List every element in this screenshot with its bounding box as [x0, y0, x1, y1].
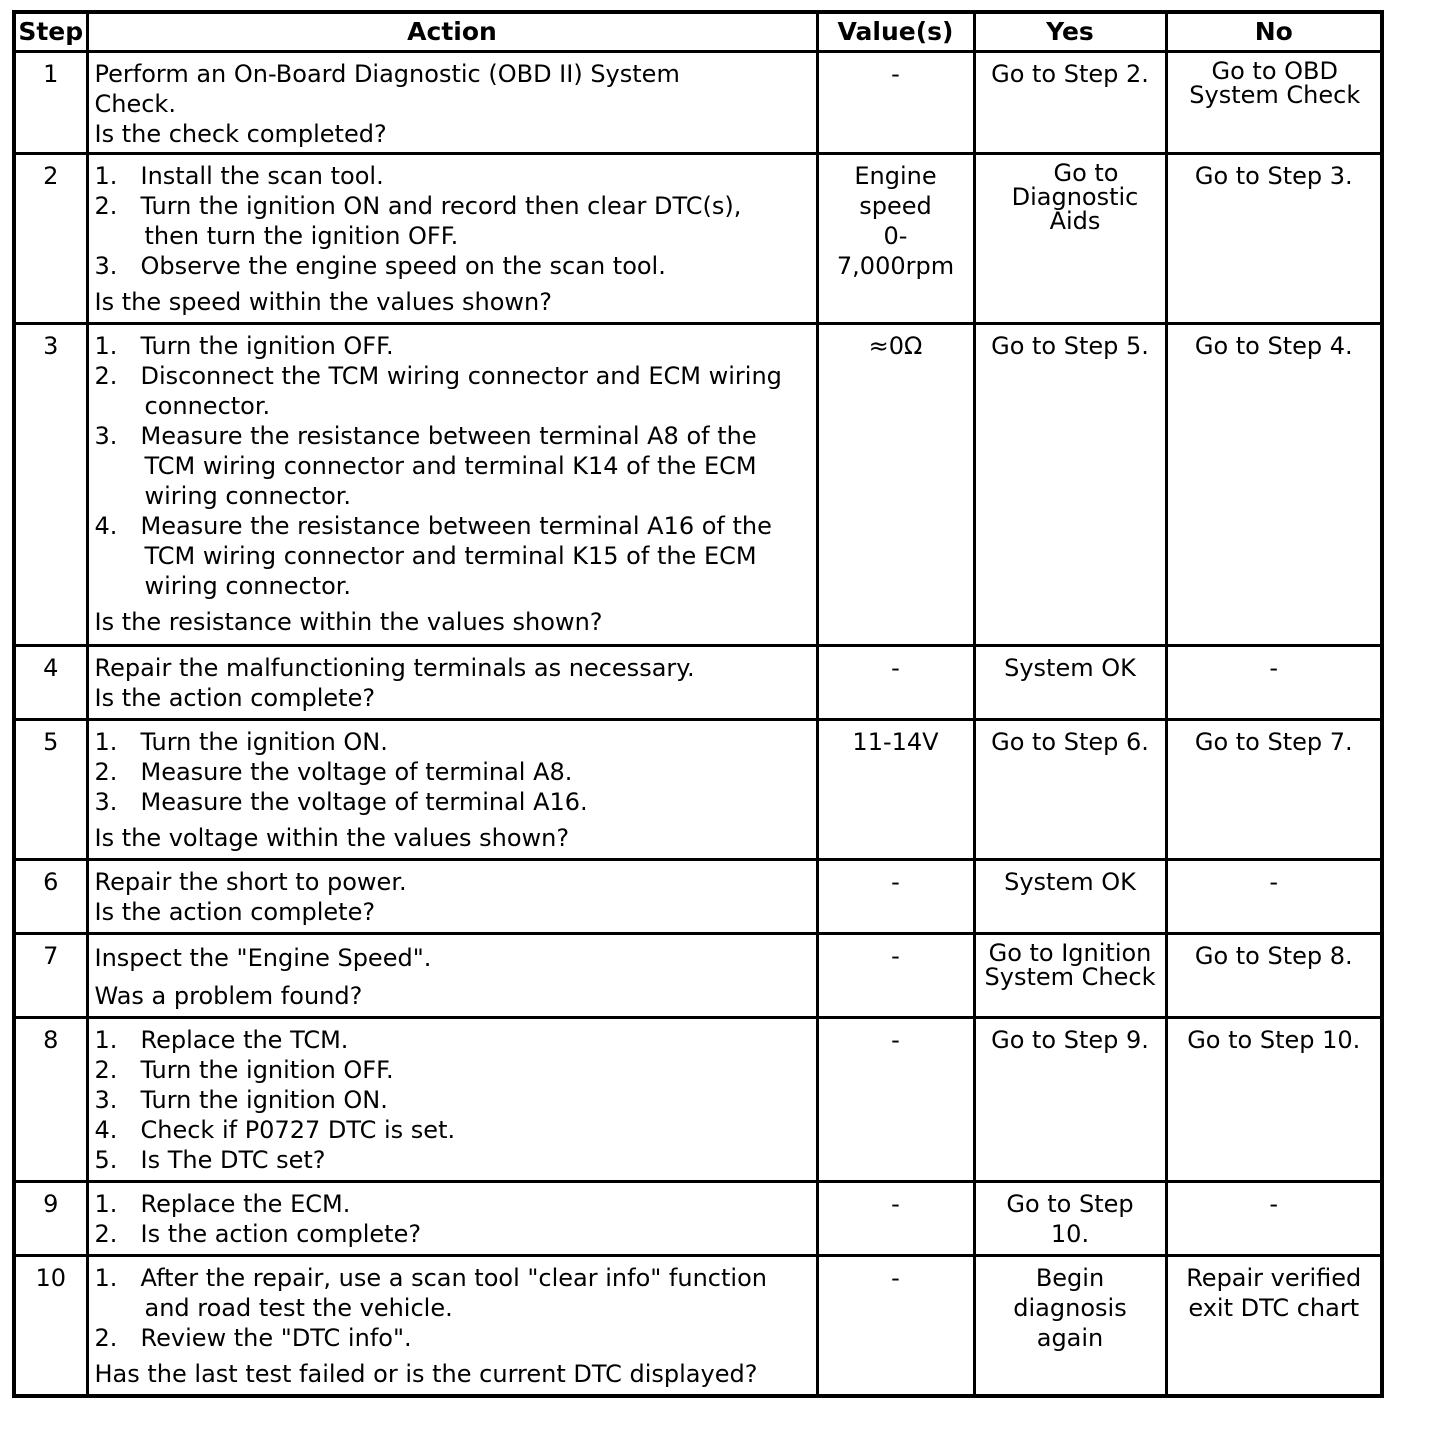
action-question: Is the resistance within the values shown?: [94, 608, 603, 636]
value-text-line: Engine: [854, 162, 937, 190]
action-step-line: Install the scan tool.: [140, 162, 384, 190]
no-text-line: -: [1269, 868, 1279, 896]
action-step-line: Turn the ignition ON.: [140, 728, 388, 756]
yes-cell: [974, 1018, 1166, 1182]
action-step-number: 1.: [94, 162, 118, 190]
table-row: [14, 52, 1382, 154]
action-text-line: Is the check completed?: [94, 120, 387, 148]
no-text-line: Go to Step 8.: [1194, 942, 1353, 970]
no-text-line: Go to Step 3.: [1194, 162, 1353, 190]
no-cell: [1166, 324, 1382, 646]
action-text-line: Perform an On-Board Diagnostic (OBD II) System: [94, 60, 680, 88]
table-row: [14, 324, 1382, 646]
value-cell: [817, 860, 974, 934]
yes-cell: [974, 52, 1166, 154]
action-step-number: 5.: [94, 1146, 118, 1174]
action-step-line: Measure the resistance between terminal A16 of the: [140, 512, 772, 540]
action-step-item: [95, 1263, 810, 1323]
yes-cell: [974, 860, 1166, 934]
action-step-line: Measure the voltage of terminal A16.: [140, 788, 588, 816]
value-text-line: -: [891, 1190, 900, 1218]
header-action: Action: [87, 12, 817, 52]
action-text-line: Inspect the "Engine Speed".: [94, 944, 432, 972]
action-step-item: [95, 251, 810, 281]
action-step-item: [95, 421, 810, 511]
step-cell: 7: [14, 934, 87, 1018]
yes-text-line: Begin: [1035, 1264, 1105, 1292]
action-step-number: 2.: [94, 1220, 118, 1248]
no-text-line: Repair verified: [1186, 1264, 1362, 1292]
value-text-line: 0-: [883, 222, 908, 250]
no-cell: [1166, 934, 1382, 1018]
action-step-line: TCM wiring connector and terminal K14 of the ECM: [144, 452, 757, 480]
action-text-line: Is the action complete?: [94, 684, 376, 712]
table-row: [14, 1256, 1382, 1396]
value-cell: [817, 1182, 974, 1256]
step-cell: 6: [14, 860, 87, 934]
step-cell: 2: [14, 154, 87, 324]
value-cell: [817, 720, 974, 860]
step-cell: 1: [14, 52, 87, 154]
value-cell: [817, 1256, 974, 1396]
yes-cell: [974, 934, 1166, 1018]
yes-text-line: System OK: [1004, 654, 1136, 682]
action-step-line: Turn the ignition OFF.: [140, 1056, 394, 1084]
action-cell: [87, 1018, 817, 1182]
table-row: [14, 646, 1382, 720]
action-step-text: [141, 191, 810, 251]
yes-text-line: Go to Step 9.: [991, 1026, 1149, 1054]
action-step-text: [141, 331, 810, 361]
action-step-text: [141, 727, 810, 757]
step-cell: 10: [14, 1256, 87, 1396]
action-step-text: [141, 1085, 810, 1115]
action-step-number: 2.: [94, 192, 118, 220]
yes-cell: [974, 1256, 1166, 1396]
action-cell: [87, 646, 817, 720]
yes-text-line: System OK: [1004, 868, 1136, 896]
action-step-line: Turn the ignition OFF.: [140, 332, 394, 360]
header-row: [14, 12, 1382, 52]
action-step-text: [141, 757, 810, 787]
action-step-item: [95, 757, 810, 787]
action-steps-list: [95, 331, 810, 601]
table-row: [14, 1018, 1382, 1182]
table-row: [14, 934, 1382, 1018]
value-text-line: -: [891, 1026, 900, 1054]
action-steps-list: [95, 1263, 810, 1353]
step-cell: 3: [14, 324, 87, 646]
header-step: Step: [14, 12, 87, 52]
action-step-item: [95, 1219, 810, 1249]
action-step-line: Turn the ignition ON and record then clear DTC(s),: [140, 192, 742, 220]
action-step-line: Replace the TCM.: [140, 1026, 349, 1054]
no-text-line: Go to Step 10.: [1187, 1026, 1361, 1054]
action-step-text: [141, 787, 810, 817]
action-step-item: [95, 511, 810, 601]
yes-text-line: Go to Step 5.: [991, 332, 1149, 360]
value-cell: [817, 1018, 974, 1182]
header-yes: Yes: [974, 12, 1166, 52]
action-cell: [87, 52, 817, 154]
action-step-line: Is the action complete?: [140, 1220, 422, 1248]
yes-text-line: Go to: [1053, 159, 1119, 187]
action-step-line: and road test the vehicle.: [144, 1294, 453, 1322]
action-step-number: 3.: [94, 1086, 118, 1114]
no-cell: [1166, 860, 1382, 934]
action-step-number: 1.: [94, 1264, 118, 1292]
diagnostic-table: [12, 10, 1384, 1398]
action-steps-list: [95, 161, 810, 281]
action-step-item: [95, 161, 810, 191]
action-steps-list: [95, 1189, 810, 1249]
action-step-item: [95, 1145, 810, 1175]
action-step-number: 4.: [94, 1116, 118, 1144]
action-step-line: Measure the resistance between terminal A8 of the: [140, 422, 757, 450]
no-cell: [1166, 1018, 1382, 1182]
table-row: [14, 860, 1382, 934]
yes-text-line: Go to Step: [1006, 1190, 1134, 1218]
action-step-number: 1.: [94, 1026, 118, 1054]
no-cell: [1166, 52, 1382, 154]
value-cell: [817, 934, 974, 1018]
action-step-number: 2.: [94, 362, 118, 390]
no-text-line: -: [1269, 1190, 1279, 1218]
action-step-text: [141, 1323, 810, 1353]
yes-text-line: Go to Ignition: [988, 939, 1152, 967]
action-text-line: Was a problem found?: [94, 982, 363, 1010]
yes-text-line: again: [1036, 1324, 1104, 1352]
step-cell: 4: [14, 646, 87, 720]
action-step-number: 2.: [94, 758, 118, 786]
header-no: No: [1166, 12, 1382, 52]
action-step-text: [141, 361, 810, 421]
value-cell: [817, 324, 974, 646]
action-text-line: Repair the malfunctioning terminals as necessary.: [94, 654, 695, 682]
action-cell: [87, 1182, 817, 1256]
action-cell: [87, 860, 817, 934]
action-cell: [87, 720, 817, 860]
step-cell: 9: [14, 1182, 87, 1256]
yes-cell: [974, 720, 1166, 860]
action-step-line: Review the "DTC info".: [140, 1324, 412, 1352]
action-step-text: [141, 161, 810, 191]
action-step-item: [95, 1115, 810, 1145]
no-text-line: exit DTC chart: [1188, 1294, 1360, 1322]
value-text-line: -: [891, 654, 900, 682]
value-text-line: speed: [859, 192, 932, 220]
action-step-item: [95, 1055, 810, 1085]
action-step-line: wiring connector.: [144, 482, 352, 510]
value-text-line: -: [891, 942, 900, 970]
no-text-line: -: [1269, 654, 1279, 682]
action-step-item: [95, 1085, 810, 1115]
action-step-number: 3.: [94, 788, 118, 816]
action-step-item: [95, 331, 810, 361]
action-question: Is the speed within the values shown?: [94, 288, 552, 316]
yes-text-line: System Check: [984, 963, 1156, 991]
value-text-line: 7,000rpm: [836, 252, 955, 280]
no-cell: [1166, 720, 1382, 860]
value-text-line: -: [891, 868, 900, 896]
action-step-line: Observe the engine speed on the scan tool.: [140, 252, 666, 280]
action-text-line: Repair the short to power.: [94, 868, 407, 896]
yes-text-line: diagnosis: [1013, 1294, 1127, 1322]
value-cell: [817, 154, 974, 324]
action-step-text: [141, 1055, 810, 1085]
action-cell: [87, 154, 817, 324]
action-step-text: [141, 421, 810, 511]
value-text-line: ≈0Ω: [868, 332, 923, 360]
action-step-line: After the repair, use a scan tool "clear info" function: [140, 1264, 767, 1292]
action-step-text: [141, 511, 810, 601]
action-step-number: 4.: [94, 512, 118, 540]
action-steps-list: [95, 1025, 810, 1175]
value-cell: [817, 52, 974, 154]
yes-cell: [974, 324, 1166, 646]
action-step-item: [95, 361, 810, 421]
yes-text-line: Aids: [1049, 207, 1101, 235]
yes-text-line: Go to Step 2.: [991, 60, 1149, 88]
action-step-number: 1.: [94, 332, 118, 360]
no-text-line: System Check: [1189, 81, 1361, 109]
action-step-text: [141, 251, 810, 281]
action-text-line: Check.: [94, 90, 176, 118]
action-step-number: 3.: [94, 252, 118, 280]
table-row: [14, 1182, 1382, 1256]
no-cell: [1166, 1256, 1382, 1396]
action-step-text: [141, 1025, 810, 1055]
action-step-item: [95, 191, 810, 251]
action-cell: [87, 1256, 817, 1396]
action-step-text: [141, 1263, 810, 1323]
action-step-text: [141, 1189, 810, 1219]
action-step-line: TCM wiring connector and terminal K15 of the ECM: [144, 542, 757, 570]
yes-cell: [974, 154, 1166, 324]
action-step-line: Disconnect the TCM wiring connector and ECM wiring: [140, 362, 782, 390]
no-text-line: Go to OBD: [1211, 57, 1338, 85]
no-cell: [1166, 1182, 1382, 1256]
table-row: [14, 154, 1382, 324]
action-step-line: wiring connector.: [144, 572, 352, 600]
action-step-line: connector.: [144, 392, 271, 420]
value-cell: [817, 646, 974, 720]
action-step-number: 3.: [94, 422, 118, 450]
action-step-item: [95, 787, 810, 817]
value-text-line: -: [891, 1264, 900, 1292]
action-step-number: 1.: [94, 728, 118, 756]
yes-cell: [974, 1182, 1166, 1256]
action-question: Has the last test failed or is the current DTC displayed?: [94, 1360, 758, 1388]
action-step-text: [141, 1219, 810, 1249]
action-step-item: [95, 1189, 810, 1219]
action-step-text: [141, 1115, 810, 1145]
action-cell: [87, 324, 817, 646]
action-step-text: [141, 1145, 810, 1175]
action-step-line: Check if P0727 DTC is set.: [140, 1116, 456, 1144]
step-cell: 8: [14, 1018, 87, 1182]
action-step-number: 2.: [94, 1056, 118, 1084]
action-step-line: then turn the ignition OFF.: [144, 222, 459, 250]
step-cell: 5: [14, 720, 87, 860]
action-step-line: Turn the ignition ON.: [140, 1086, 388, 1114]
action-step-number: 2.: [94, 1324, 118, 1352]
yes-text-line: Diagnostic: [1011, 183, 1139, 211]
action-step-line: Is The DTC set?: [140, 1146, 326, 1174]
action-cell: [87, 934, 817, 1018]
yes-text-line: 10.: [1050, 1220, 1090, 1248]
no-text-line: Go to Step 4.: [1194, 332, 1353, 360]
action-text-line: Is the action complete?: [94, 898, 376, 926]
action-step-number: 1.: [94, 1190, 118, 1218]
action-step-line: Measure the voltage of terminal A8.: [140, 758, 573, 786]
action-question: Is the voltage within the values shown?: [94, 824, 570, 852]
value-text-line: 11-14V: [852, 728, 939, 756]
no-text-line: Go to Step 7.: [1194, 728, 1353, 756]
action-step-item: [95, 727, 810, 757]
action-step-item: [95, 1025, 810, 1055]
header-values: Value(s): [817, 12, 974, 52]
yes-text-line: Go to Step 6.: [991, 728, 1149, 756]
table-row: [14, 720, 1382, 860]
no-cell: [1166, 646, 1382, 720]
no-cell: [1166, 154, 1382, 324]
action-step-line: Replace the ECM.: [140, 1190, 351, 1218]
action-steps-list: [95, 727, 810, 817]
yes-cell: [974, 646, 1166, 720]
value-text-line: -: [891, 60, 900, 88]
action-step-item: [95, 1323, 810, 1353]
